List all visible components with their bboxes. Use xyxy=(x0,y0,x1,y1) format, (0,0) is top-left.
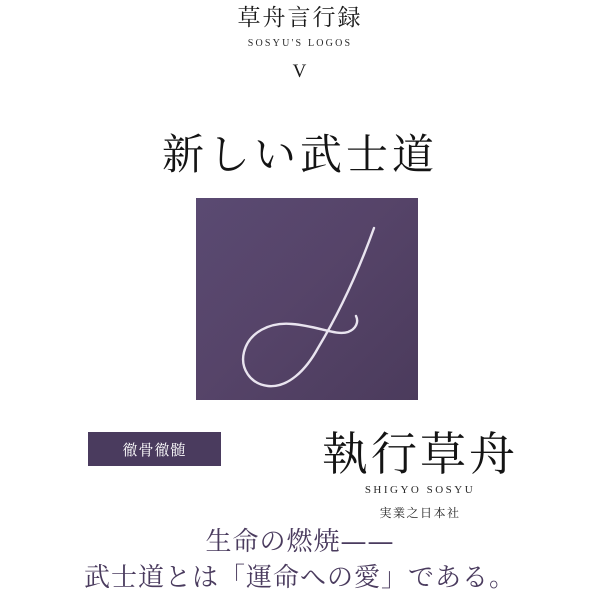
author-name: 執行草舟 xyxy=(322,427,518,481)
author-romaji: SHIGYO SOSYU xyxy=(364,484,476,497)
publisher-name: 実業之日本社 xyxy=(379,506,461,521)
tagline-line-1: 生命の燃焼—— xyxy=(205,527,395,557)
series-header xyxy=(0,4,600,83)
status-badge: 徹骨徹髄 xyxy=(88,432,221,466)
author-block xyxy=(270,427,570,521)
page-title: 新しい武士道 xyxy=(161,130,438,179)
series-title: 草舟言行録 xyxy=(237,5,363,31)
series-volume-number: V xyxy=(292,60,308,82)
tagline-line-2: 武士道とは「運命への愛」である。 xyxy=(83,563,516,594)
calligraphic-stroke-icon xyxy=(196,198,418,400)
series-romaji: SOSYU'S LOGOS xyxy=(247,37,353,49)
cover-artwork xyxy=(196,198,418,400)
tagline xyxy=(0,524,600,597)
